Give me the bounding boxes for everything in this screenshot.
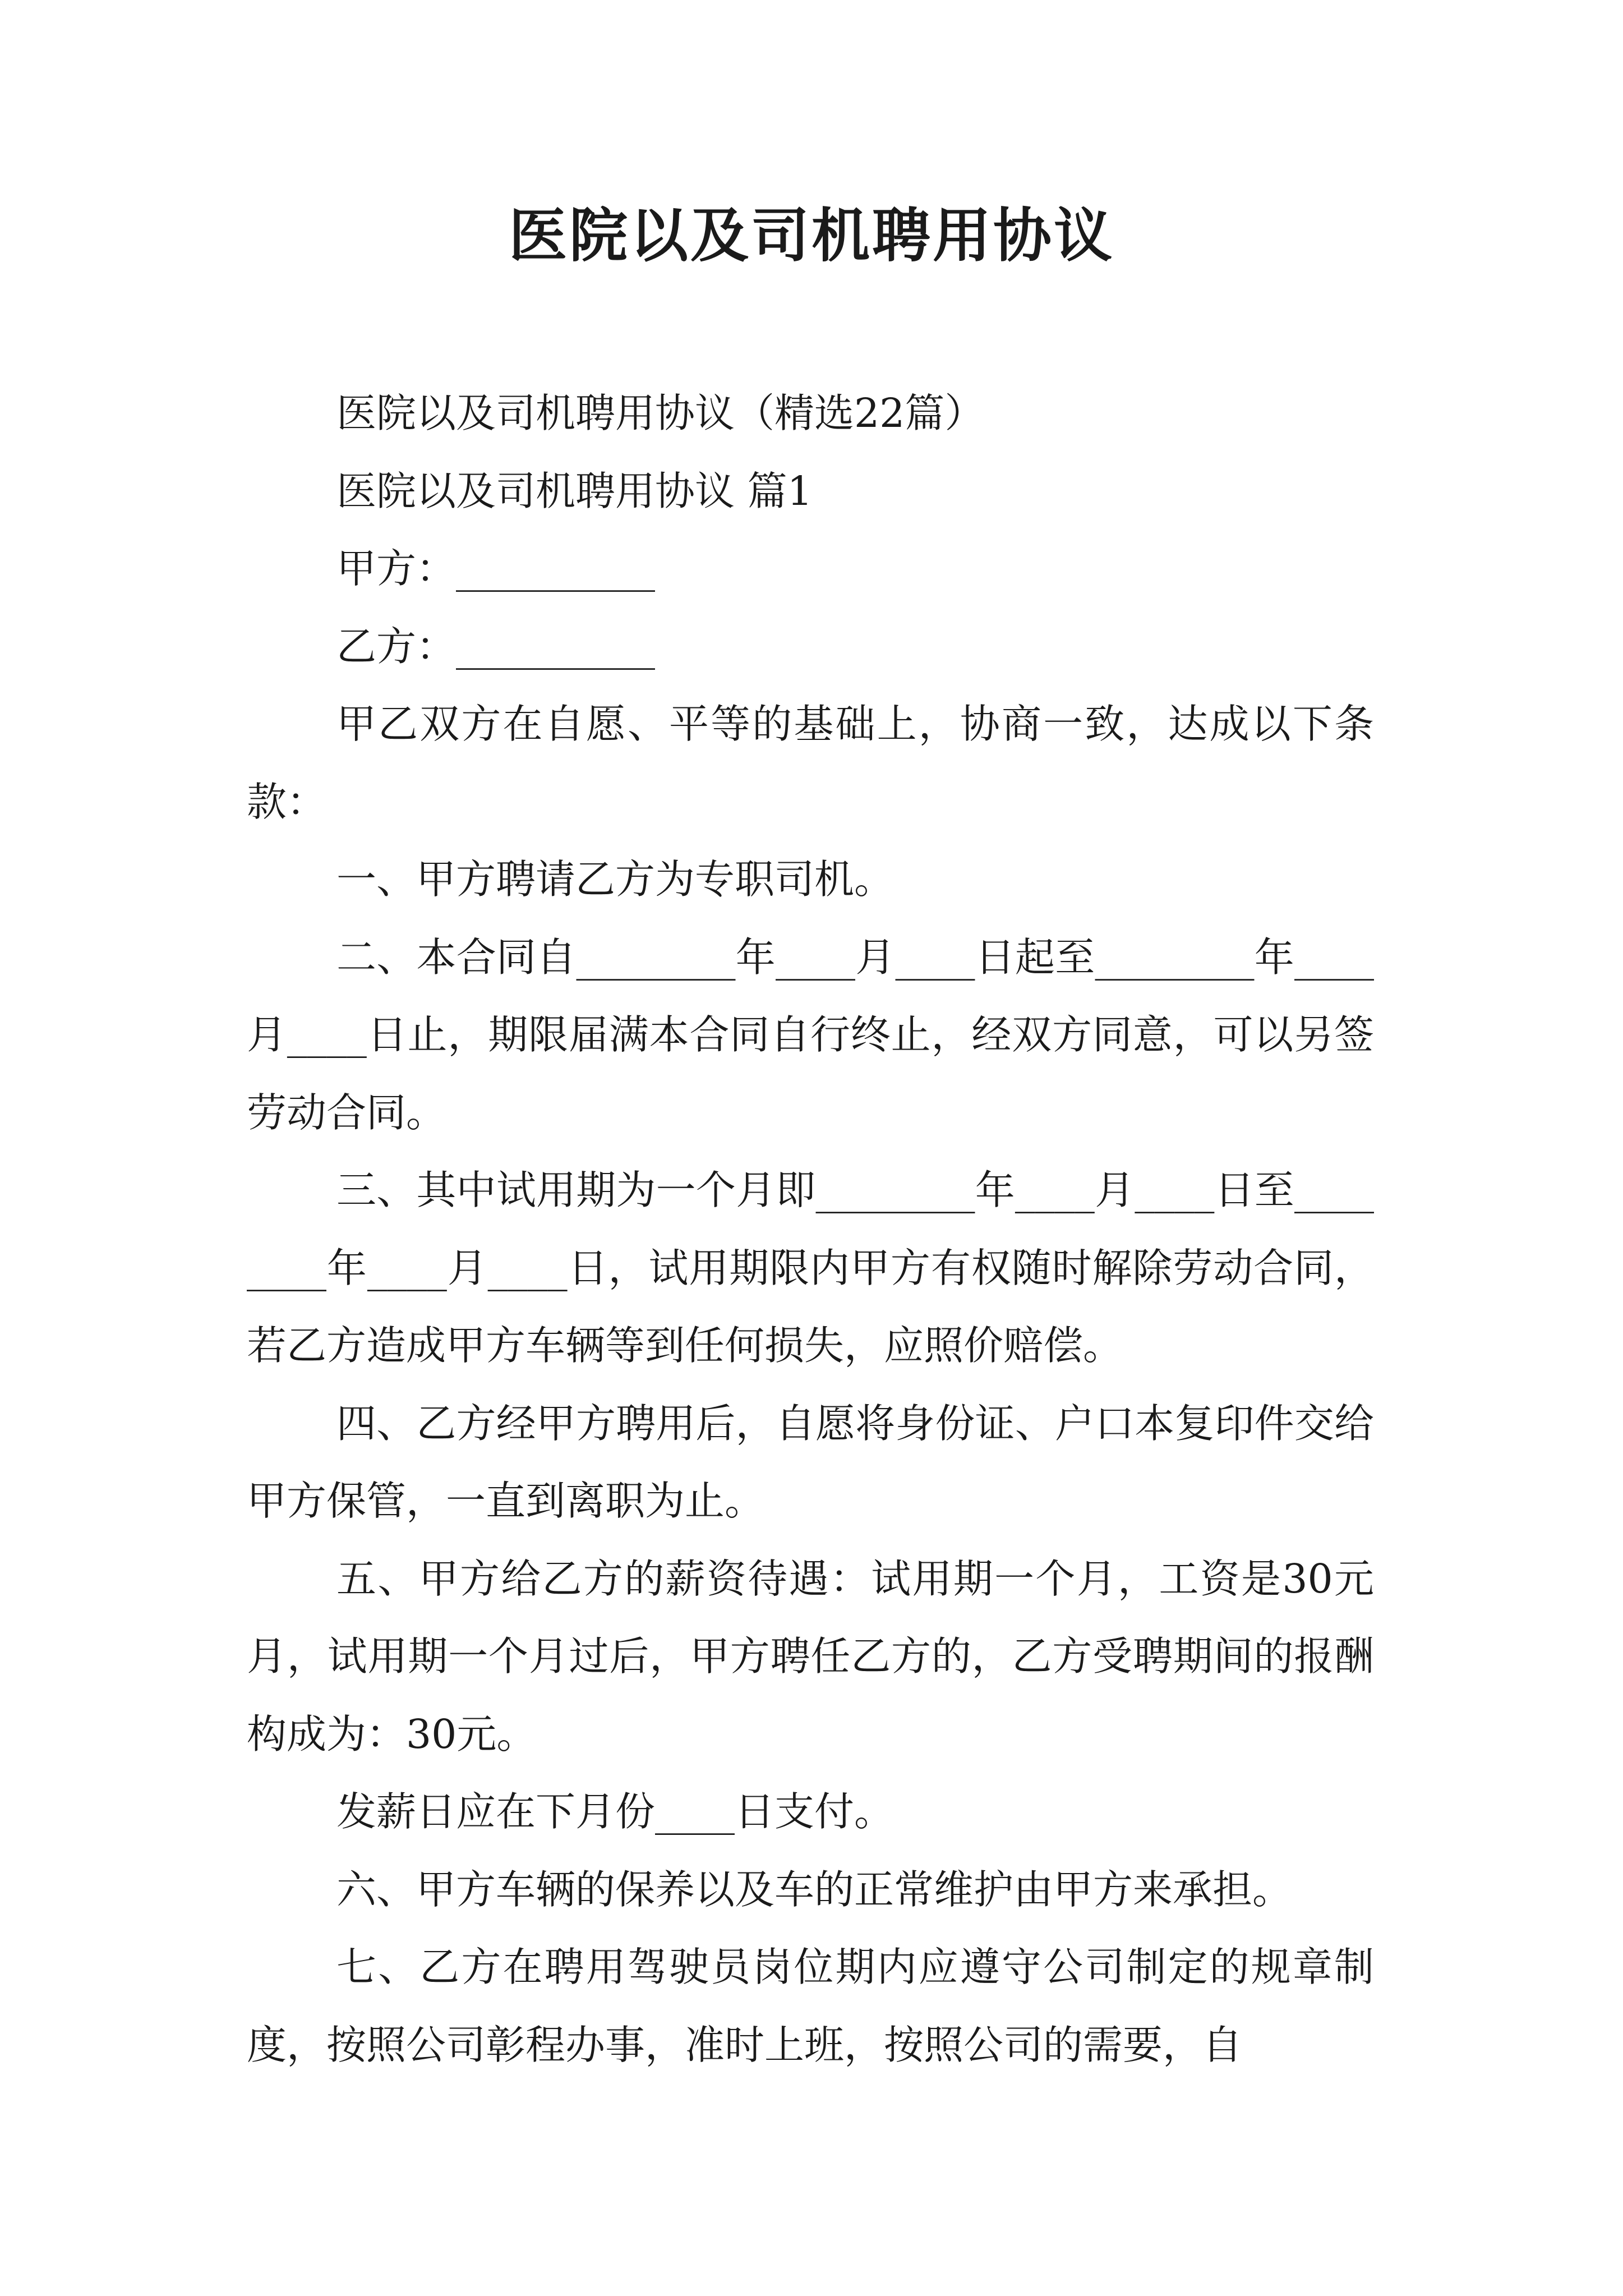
paragraph-clause-6: 六、甲方车辆的保养以及车的正常维护由甲方来承担。	[336, 1866, 1293, 1913]
paragraph-payday: 发薪日应在下月份____日支付。	[336, 1788, 895, 1835]
paragraph-section-heading: 医院以及司机聘用协议 篇1	[336, 467, 813, 514]
paragraph-clause-2: 二、本合同自________年____月____日起至________年____月____日止，期限届满本合同自行终止，经双方同意，可以另签劳动合同。	[247, 933, 1374, 1136]
document-title: 医院以及司机聘用协议	[508, 201, 1114, 270]
paragraph-clause-1: 一、甲方聘请乙方为专职司机。	[336, 856, 895, 903]
paragraph-clause-4: 四、乙方经甲方聘用后，自愿将身份证、户口本复印件交给甲方保管，一直到离职为止。	[247, 1400, 1374, 1524]
paragraph-party-b: 乙方：__________	[336, 623, 656, 670]
paragraph-clause-5: 五、甲方给乙方的薪资待遇：试用期一个月，工资是30元月，试用期一个月过后，甲方聘任乙方的，乙方受聘期间的报酬构成为：30元。	[247, 1555, 1374, 1757]
paragraph-party-a: 甲方：__________	[336, 545, 656, 592]
paragraph-clause-3: 三、其中试用期为一个月即________年____月____日至________年____月____日，试用期限内甲方有权随时解除劳动合同，若乙方造成甲方车辆等到任何损失，应照价赔偿。	[247, 1167, 1374, 1369]
document-body	[247, 375, 1374, 2084]
paragraph-preamble: 甲乙双方在自愿、平等的基础上，协商一致，达成以下条款：	[247, 701, 1374, 825]
paragraph-subtitle: 医院以及司机聘用协议（精选22篇）	[336, 390, 985, 436]
paragraph-clause-7: 七、乙方在聘用驾驶员岗位期内应遵守公司制定的规章制度，按照公司彰程办事，准时上班，按照公司的需要，自	[247, 1944, 1374, 2068]
